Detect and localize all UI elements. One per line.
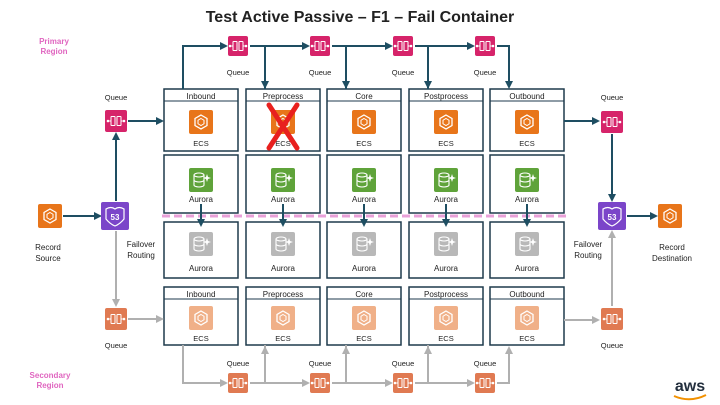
secondary-ecs-icon-core bbox=[352, 306, 376, 330]
primary-aurora-icon-inbound bbox=[189, 168, 213, 192]
output-queue-primary-icon bbox=[601, 111, 623, 133]
secondary-flow-out-2 bbox=[265, 345, 308, 383]
primary-flow-out-4 bbox=[428, 46, 473, 89]
record-source-label-line2: Source bbox=[35, 254, 61, 263]
output-queue-secondary-label: Queue bbox=[600, 341, 624, 350]
secondary-stage-label-outbound: Outbound bbox=[509, 290, 545, 299]
primary-stage-label-inbound: Inbound bbox=[186, 92, 216, 101]
primary-aurora-label-inbound: Aurora bbox=[188, 195, 214, 204]
top-queue-label-1: Queue bbox=[226, 68, 250, 77]
route53-right-number: 53 bbox=[607, 213, 617, 222]
failover-routing-left-label: Failover bbox=[126, 240, 156, 249]
secondary-ecs-label-core: ECS bbox=[356, 334, 372, 343]
bottom-queue-icon-1 bbox=[228, 373, 248, 393]
secondary-flow-in-3 bbox=[415, 348, 428, 383]
primary-aurora-icon-outbound bbox=[515, 168, 539, 192]
primary-aurora-label-postprocess: Aurora bbox=[433, 195, 459, 204]
primary-stage-label-outbound: Outbound bbox=[509, 92, 545, 101]
secondary-flow-out-3 bbox=[346, 345, 391, 383]
primary-aurora-icon-core bbox=[352, 168, 376, 192]
primary-ecs-icon-postprocess bbox=[434, 110, 458, 134]
primary-stage-label-core: Core bbox=[355, 92, 373, 101]
record-source-label: Record bbox=[35, 243, 61, 252]
primary-flow-out-2 bbox=[265, 46, 308, 89]
failover-routing-right-label: Failover bbox=[573, 240, 603, 249]
secondary-ecs-label-postprocess: ECS bbox=[438, 334, 454, 343]
secondary-ecs-label-preprocess: ECS bbox=[275, 334, 291, 343]
secondary-ecs-icon-outbound bbox=[515, 306, 539, 330]
secondary-aurora-icon-inbound bbox=[189, 232, 213, 256]
secondary-stage-label-core: Core bbox=[355, 290, 373, 299]
secondary-aurora-icon-preprocess bbox=[271, 232, 295, 256]
bottom-queue-label-1: Queue bbox=[226, 359, 250, 368]
primary-flow-out-1 bbox=[183, 46, 226, 89]
primary-ecs-icon-core bbox=[352, 110, 376, 134]
primary-stage-label-postprocess: Postprocess bbox=[423, 92, 469, 101]
output-queue-primary-label: Queue bbox=[600, 93, 624, 102]
secondary-ecs-label-inbound: ECS bbox=[193, 334, 209, 343]
primary-aurora-label-core: Aurora bbox=[351, 195, 377, 204]
bottom-queue-icon-4 bbox=[475, 373, 495, 393]
primary-region-label-line2: Region bbox=[40, 47, 68, 56]
primary-ecs-label-preprocess: ECS bbox=[275, 139, 291, 148]
secondary-aurora-label-outbound: Aurora bbox=[514, 264, 540, 273]
page-title: Test Active Passive – F1 – Fail Container bbox=[205, 9, 515, 26]
secondary-stage-label-inbound: Inbound bbox=[186, 290, 216, 299]
primary-region-label: Primary bbox=[39, 37, 69, 46]
top-queue-icon-3 bbox=[393, 36, 413, 56]
secondary-aurora-icon-postprocess bbox=[434, 232, 458, 256]
bottom-queue-label-2: Queue bbox=[308, 359, 332, 368]
input-queue-primary-label: Queue bbox=[104, 93, 128, 102]
primary-aurora-icon-preprocess bbox=[271, 168, 295, 192]
secondary-flow-out-4 bbox=[428, 345, 473, 383]
secondary-region-label-line2: Region bbox=[36, 381, 64, 390]
output-queue-secondary-icon bbox=[601, 308, 623, 330]
secondary-aurora-icon-outbound bbox=[515, 232, 539, 256]
route53-left-number: 53 bbox=[110, 213, 120, 222]
record-destination-label-line2: Destination bbox=[651, 254, 693, 263]
primary-flow-in-2 bbox=[332, 46, 346, 87]
primary-aurora-icon-postprocess bbox=[434, 168, 458, 192]
primary-ecs-label-postprocess: ECS bbox=[438, 139, 454, 148]
primary-ecs-icon-inbound bbox=[189, 110, 213, 134]
top-queue-label-4: Queue bbox=[473, 68, 497, 77]
primary-ecs-label-outbound: ECS bbox=[519, 139, 535, 148]
top-queue-icon-2 bbox=[310, 36, 330, 56]
record-destination-icon bbox=[658, 204, 682, 228]
record-destination-label: Record bbox=[659, 243, 685, 252]
primary-stage-label-preprocess: Preprocess bbox=[262, 92, 304, 101]
primary-ecs-label-inbound: ECS bbox=[193, 139, 209, 148]
secondary-stage-label-postprocess: Postprocess bbox=[423, 290, 469, 299]
secondary-aurora-label-inbound: Aurora bbox=[188, 264, 214, 273]
aws-logo: aws bbox=[674, 378, 706, 395]
primary-flow-in-1 bbox=[250, 46, 265, 87]
record-source-icon bbox=[38, 204, 62, 228]
secondary-ecs-icon-inbound bbox=[189, 306, 213, 330]
primary-flow-out-3 bbox=[346, 46, 391, 89]
input-queue-secondary-icon bbox=[105, 308, 127, 330]
secondary-flow-in-4 bbox=[497, 348, 509, 383]
primary-aurora-label-preprocess: Aurora bbox=[270, 195, 296, 204]
bottom-queue-label-4: Queue bbox=[473, 359, 497, 368]
secondary-region-label: Secondary bbox=[29, 371, 71, 380]
secondary-ecs-label-outbound: ECS bbox=[519, 334, 535, 343]
failover-routing-right-label-line2: Routing bbox=[574, 251, 602, 260]
bottom-queue-icon-2 bbox=[310, 373, 330, 393]
primary-flow-in-3 bbox=[415, 46, 428, 87]
secondary-aurora-label-preprocess: Aurora bbox=[270, 264, 296, 273]
primary-aurora-label-outbound: Aurora bbox=[514, 195, 540, 204]
primary-ecs-label-core: ECS bbox=[356, 139, 372, 148]
top-queue-label-3: Queue bbox=[391, 68, 415, 77]
bottom-queue-icon-3 bbox=[393, 373, 413, 393]
secondary-ecs-icon-postprocess bbox=[434, 306, 458, 330]
primary-flow-in-4 bbox=[497, 46, 509, 87]
top-queue-icon-1 bbox=[228, 36, 248, 56]
failover-routing-left-label-line2: Routing bbox=[127, 251, 155, 260]
secondary-aurora-icon-core bbox=[352, 232, 376, 256]
bottom-queue-label-3: Queue bbox=[391, 359, 415, 368]
aws-logo-smile bbox=[674, 395, 706, 399]
secondary-flow-in-2 bbox=[332, 348, 346, 383]
input-queue-primary-icon bbox=[105, 110, 127, 132]
secondary-flow-out-1 bbox=[183, 345, 226, 383]
secondary-aurora-label-core: Aurora bbox=[351, 264, 377, 273]
input-queue-secondary-label: Queue bbox=[104, 341, 128, 350]
secondary-flow-in-1 bbox=[250, 348, 265, 383]
secondary-stage-label-preprocess: Preprocess bbox=[262, 290, 304, 299]
secondary-ecs-icon-preprocess bbox=[271, 306, 295, 330]
primary-ecs-icon-outbound bbox=[515, 110, 539, 134]
secondary-aurora-label-postprocess: Aurora bbox=[433, 264, 459, 273]
top-queue-label-2: Queue bbox=[308, 68, 332, 77]
top-queue-icon-4 bbox=[475, 36, 495, 56]
